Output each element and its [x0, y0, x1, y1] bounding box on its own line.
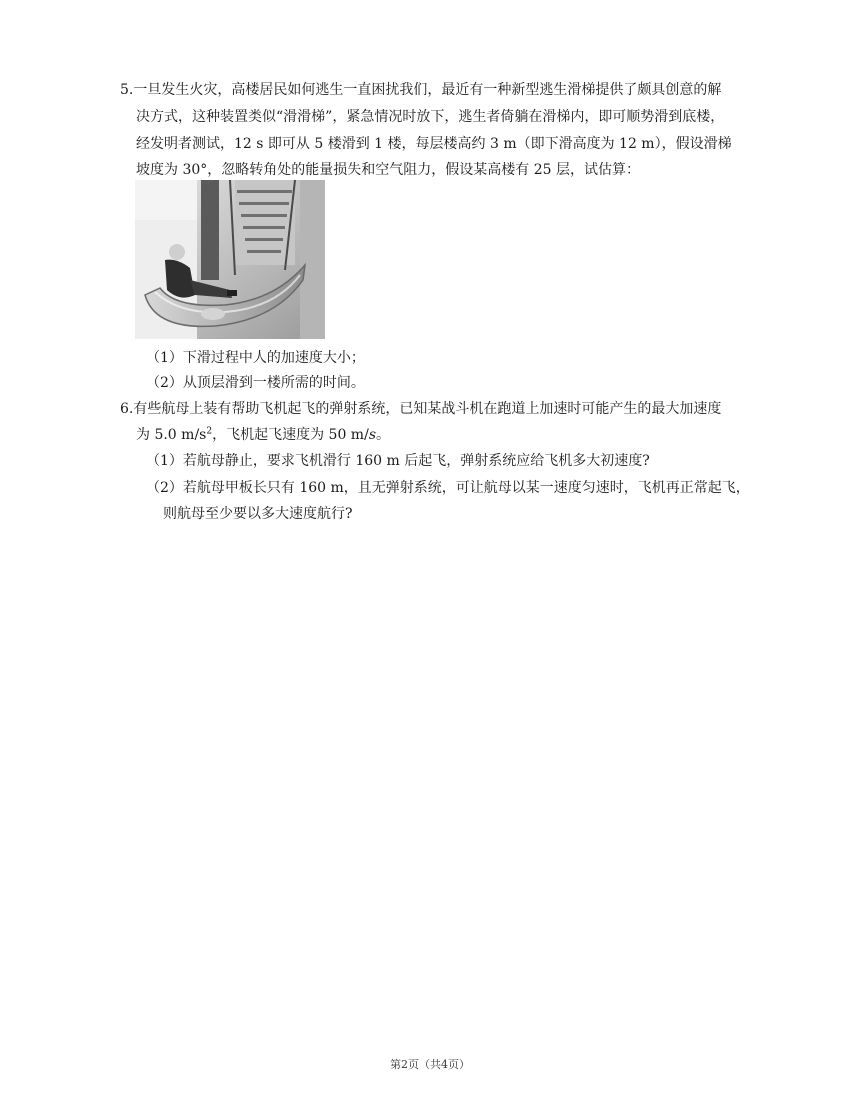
escape-slide-photo [135, 180, 325, 339]
question-6-sub-1: （1）若航母静止，要求飞机滑行 160 m 后起飞，弹射系统应给飞机多大初速度? [146, 453, 650, 469]
question-6-sub-2: （2）若航母甲板长只有 160 m，且无弹射系统，可让航母以某一速度匀速时，飞机再正常起飞， [146, 480, 750, 496]
question-6-line-1 [120, 399, 721, 419]
question-6-line-2 [136, 425, 390, 445]
question-5-text-2: 决方式，这种装置类似“滑滑梯”，紧急情况时放下，逃生者倚躺在滑梯内，即可顺势滑到底楼， [136, 109, 725, 125]
page-footer: 第2页（共4页） [390, 1058, 470, 1071]
max-acceleration [154, 427, 212, 443]
question-5-number: 5. [120, 82, 134, 98]
question-6-text-prefix: 为 [136, 427, 155, 443]
max-acceleration-exponent: 2 [206, 426, 213, 437]
takeoff-speed [329, 427, 376, 443]
takeoff-speed-unit: s [368, 427, 376, 443]
takeoff-speed-value: 50 m/ [328, 427, 369, 443]
question-5-text-1: 一旦发生火灾，高楼居民如何逃生一直困扰我们，最近有一种新型逃生滑梯提供了颇具创意的解 [133, 82, 722, 98]
question-5-text-3: 经发明者测试，12 s 即可从 5 楼滑到 1 楼，每层楼高约 3 m（即下滑高度为 12 m），假设滑梯 [136, 136, 732, 152]
question-5-line-1 [120, 80, 721, 100]
question-5-text-4: 坡度为 30°，忽略转角处的能量损失和空气阻力，假设某高楼有 25 层，试估算： [136, 162, 640, 178]
question-6-number: 6. [120, 401, 134, 417]
question-5-sub-1: （1）下滑过程中人的加速度大小； [146, 350, 365, 366]
question-6-text-1: 有些航母上装有帮助飞机起飞的弹射系统，已知某战斗机在跑道上加速时可能产生的最大加速度 [133, 401, 722, 417]
question-6-sub-2-cont: 则航母至少要以多大速度航行? [163, 506, 353, 522]
question-6-text-end: 。 [376, 427, 390, 443]
question-5-sub-2: （2）从顶层滑到一楼所需的时间。 [146, 375, 365, 391]
max-acceleration-value: 5.0 m/s [154, 427, 207, 443]
question-6-text-mid: ，飞机起飞速度为 [212, 427, 329, 443]
